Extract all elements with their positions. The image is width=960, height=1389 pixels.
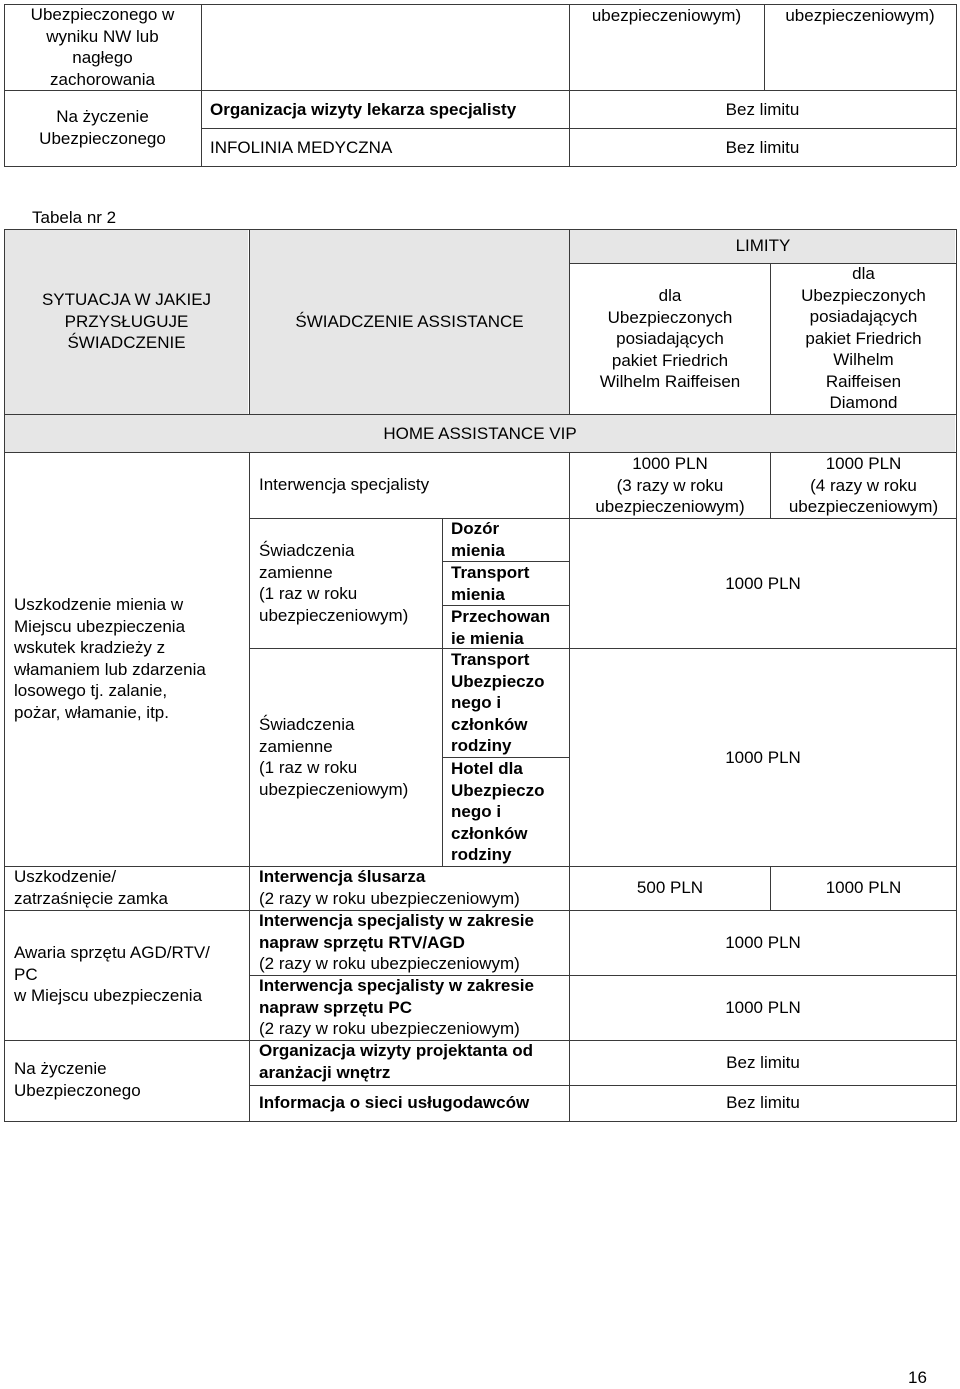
situation-request: Na życzenie Ubezpieczonego (14, 1059, 141, 1100)
sub-service-storage: Przechowan ie mienia (451, 607, 551, 648)
service-locksmith: Interwencja ślusarza (259, 867, 426, 886)
sub-service-transport-property: Transport mienia (451, 563, 530, 604)
situation-lock: Uszkodzenie/ zatrzaśnięcie zamka (14, 867, 169, 908)
service-pc: Interwencja specjalisty w zakresie napraw sprzętu PC (259, 976, 534, 1017)
service-replacement-1: Świadczenia zamienne (1 raz w roku ubezpieczeniowym) (259, 541, 409, 625)
section-title: HOME ASSISTANCE VIP (383, 424, 577, 443)
limit-rtv: 1000 PLN (725, 933, 801, 952)
sub-service-guard: Dozór mienia (451, 519, 505, 560)
table-title: Tabela nr 2 (32, 208, 117, 227)
page-number: 16 (908, 1368, 927, 1387)
sub-service-transport-insured: Transport Ubezpieczo nego i członków rodziny (451, 650, 545, 755)
sub-service-hotel: Hotel dla Ubezpieczo nego i członków rodziny (451, 759, 545, 864)
limit-replacement-2: 1000 PLN (725, 748, 801, 767)
service-pc-note: (2 razy w roku ubezpieczeniowym) (259, 1019, 520, 1038)
top-service-infoline: INFOLINIA MEDYCZNA (210, 138, 393, 157)
service-rtv-note: (2 razy w roku ubezpieczeniowym) (259, 954, 520, 973)
limit-locksmith-fr: 500 PLN (636, 878, 704, 897)
service-replacement-2: Świadczenia zamienne (1 raz w roku ubezpieczeniowym) (259, 715, 409, 799)
limit-replacement-1: 1000 PLN (725, 574, 801, 593)
header-limits: LIMITY (735, 236, 791, 255)
service-specialist: Interwencja specjalisty (259, 475, 430, 494)
limit-locksmith-diamond: 1000 PLN (825, 878, 902, 897)
limit-network: Bez limitu (726, 1093, 800, 1112)
limit-specialist-fr: 1000 PLN (3 razy w roku ubezpieczeniowym) (595, 454, 745, 516)
header-limit-diamond: dla Ubezpieczonych posiadających pakiet Friedrich Wilhelm Raiffeisen Diamond (801, 264, 926, 412)
service-rtv: Interwencja specjalisty w zakresie napraw sprzętu RTV/AGD (259, 911, 534, 952)
limit-pc: 1000 PLN (725, 998, 801, 1017)
header-assistance: ŚWIADCZENIE ASSISTANCE (295, 312, 524, 331)
situation-damage: Uszkodzenie mienia w Miejscu ubezpieczenia wskutek kradzieży z włamaniem lub zdarzenia losowego tj. zalanie, pożar, włamanie, itp. (14, 595, 206, 722)
limit-designer: Bez limitu (726, 1053, 800, 1072)
header-situation: SYTUACJA W JAKIEJ PRZYSŁUGUJE ŚWIADCZENIE (41, 290, 212, 352)
top-col3-text: ubezpieczeniowym) (591, 6, 742, 25)
top-limit-infoline: Bez limitu (725, 138, 800, 157)
top-service-doctor: Organizacja wizyty lekarza specjalisty (210, 100, 517, 119)
top-col4-text: ubezpieczeniowym) (785, 6, 935, 25)
service-locksmith-note: (2 razy w roku ubezpieczeniowym) (259, 889, 520, 908)
service-network: Informacja o sieci usługodawców (259, 1093, 530, 1112)
top-limit-doctor: Bez limitu (725, 100, 800, 119)
top-situation-text: Ubezpieczonego w wyniku NW lub nagłego zachorowania (30, 5, 175, 89)
limit-specialist-diamond: 1000 PLN (4 razy w roku ubezpieczeniowym) (788, 454, 939, 516)
top-on-request-text: Na życzenie Ubezpieczonego (39, 107, 166, 148)
service-designer: Organizacja wizyty projektanta od aranżacji wnętrz (259, 1041, 533, 1082)
situation-agd: Awaria sprzętu AGD/RTV/ PC w Miejscu ubezpieczenia (14, 943, 210, 1005)
header-limit-fr: dla Ubezpieczonych posiadających pakiet Friedrich Wilhelm Raiffeisen (599, 286, 741, 391)
